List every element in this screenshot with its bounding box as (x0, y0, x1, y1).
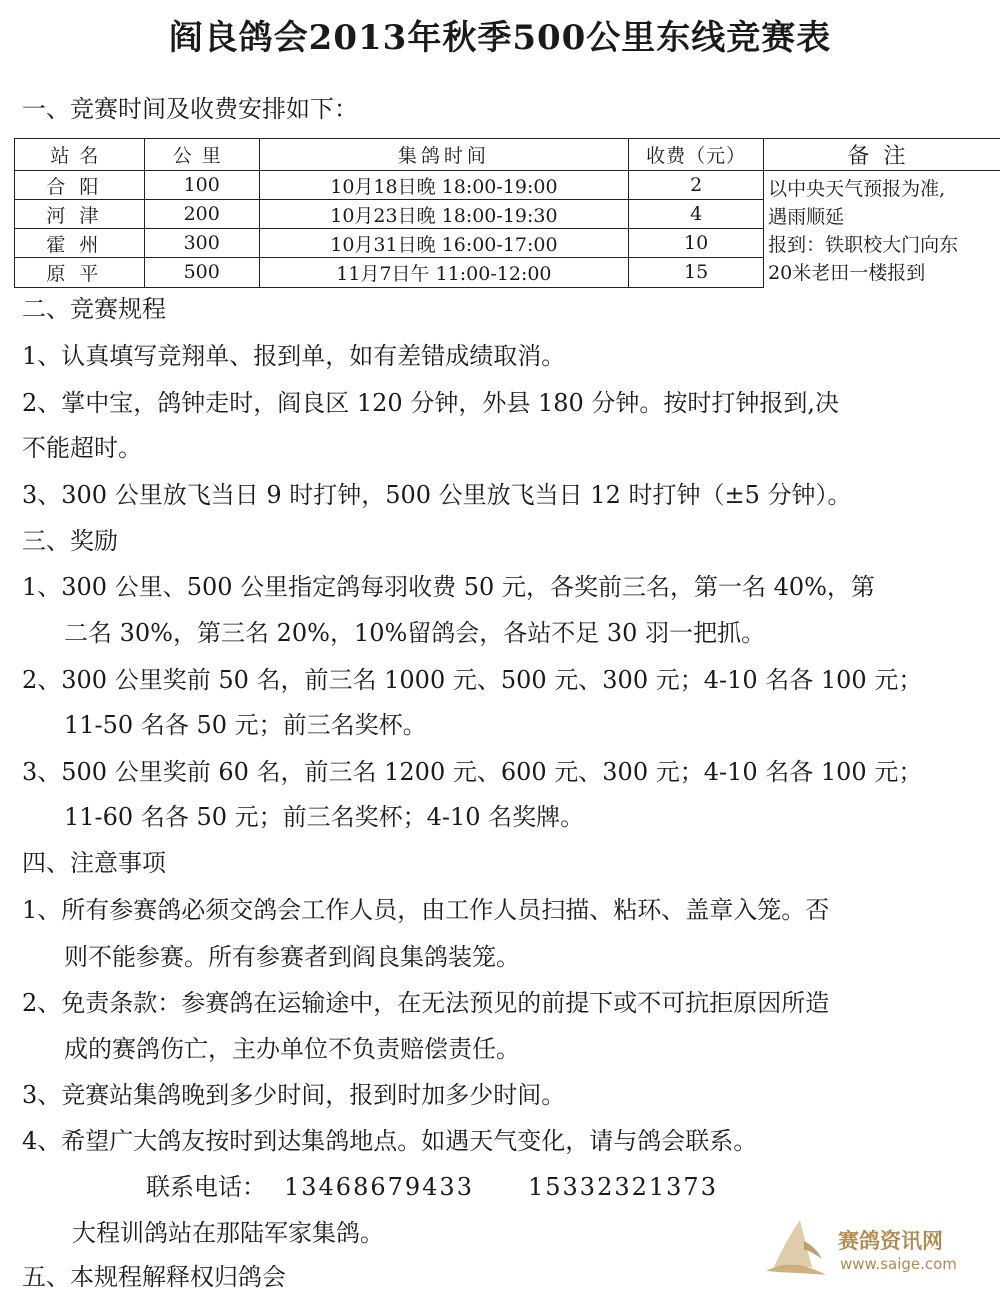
fee-cell: 15 (629, 258, 764, 287)
section4-heading: 四、注意事项 (22, 849, 166, 877)
header-km: 公里 (144, 139, 259, 171)
reward-item: 二名 30%，第三名 20%，10%留鸽会，各站不足 30 羽一把抓。 (64, 619, 766, 647)
note-line: 以中央天气预报为准, (768, 178, 946, 200)
schedule-table (14, 138, 1000, 288)
notice-item: 则不能参赛。所有参赛者到阎良集鸽装笼。 (64, 943, 520, 971)
phone-number-1: 13468679433 (284, 1173, 474, 1201)
reward-item: 2、300 公里奖前 50 名，前三名 1000 元、500 元、300 元；4-10 名各 100 元； (22, 666, 923, 694)
header-station: 站名 (15, 139, 145, 171)
reward-item: 1、300 公里、500 公里指定鸽每羽收费 50 元，各奖前三名，第一名 40%，第 (22, 573, 875, 601)
table-row (15, 171, 1000, 200)
time-cell: 11月7日午 11:00-12:00 (259, 258, 629, 287)
header-notes: 备注 (764, 139, 1000, 171)
note-line: 遇雨顺延 (768, 206, 845, 228)
table-header-row (15, 139, 1000, 171)
fee-cell: 10 (629, 229, 764, 258)
notes-cell (764, 171, 1000, 288)
watermark-brand: 赛鸽资讯网 (838, 1229, 943, 1253)
section3-heading: 三、奖励 (22, 527, 118, 555)
pigeon-logo-icon (760, 1215, 840, 1285)
reward-item: 3、500 公里奖前 60 名，前三名 1200 元、600 元、300 元；4-10 名各 100 元； (22, 758, 923, 786)
phone-number-2: 15332321373 (528, 1173, 718, 1201)
notice-item: 1、所有参赛鸽必须交鸽会工作人员，由工作人员扫描、粘环、盖章入笼。否 (22, 896, 830, 924)
time-cell: 10月31日晚 16:00-17:00 (259, 229, 629, 258)
fee-cell: 4 (629, 200, 764, 229)
km-cell: 100 (144, 171, 259, 200)
rule-item: 不能超时。 (22, 434, 142, 462)
time-cell: 10月23日晚 18:00-19:30 (259, 200, 629, 229)
station-cell: 合阳 (15, 171, 145, 200)
notice-item: 3、竞赛站集鸽晚到多少时间，报到时加多少时间。 (22, 1081, 566, 1109)
rule-item: 2、掌中宝，鸽钟走时，阎良区 120 分钟，外县 180 分钟。按时打钟报到,决 (22, 389, 840, 417)
section1-heading: 一、竞赛时间及收费安排如下： (22, 95, 358, 123)
watermark-url: www.saige.com (840, 1255, 957, 1273)
fee-cell: 2 (629, 171, 764, 200)
rule-item: 1、认真填写竞翔单、报到单，如有差错成绩取消。 (22, 342, 566, 370)
km-cell: 500 (144, 258, 259, 287)
notice-item: 成的赛鸽伤亡，主办单位不负责赔偿责任。 (64, 1035, 520, 1063)
notice-item: 2、免责条款：参赛鸽在运输途中，在无法预见的前提下或不可抗拒原因所造 (22, 989, 830, 1017)
time-cell: 10月18日晚 18:00-19:00 (259, 171, 629, 200)
km-cell: 300 (144, 229, 259, 258)
header-fee: 收费（元） (629, 139, 764, 171)
watermark (760, 1215, 970, 1285)
note-line: 20米老田一楼报到 (768, 262, 926, 284)
section5-heading: 五、本规程解释权归鸽会 (22, 1263, 286, 1291)
km-cell: 200 (144, 200, 259, 229)
rule-item: 3、300 公里放飞当日 9 时打钟，500 公里放飞当日 12 时打钟（±5 分钟）。 (22, 481, 852, 509)
reward-item: 11-50 名各 50 元；前三名奖杯。 (64, 711, 427, 739)
header-time: 集鸽时间 (259, 139, 629, 171)
station-cell: 河津 (15, 200, 145, 229)
station-cell: 霍州 (15, 229, 145, 258)
section2-heading: 二、竞赛规程 (22, 295, 166, 323)
notice-item: 4、希望广大鸽友按时到达集鸽地点。如遇天气变化，请与鸽会联系。 (22, 1127, 758, 1155)
note-line: 报到：铁职校大门向东 (768, 234, 959, 256)
reward-item: 11-60 名各 50 元；前三名奖杯；4-10 名奖牌。 (64, 803, 585, 831)
page-title: 阎良鸽会2013年秋季500公里东线竞赛表 (168, 18, 832, 58)
contact-label: 联系电话： (146, 1173, 266, 1201)
station-cell: 原平 (15, 258, 145, 287)
training-note: 大程训鸽站在那陆军家集鸽。 (72, 1219, 384, 1247)
